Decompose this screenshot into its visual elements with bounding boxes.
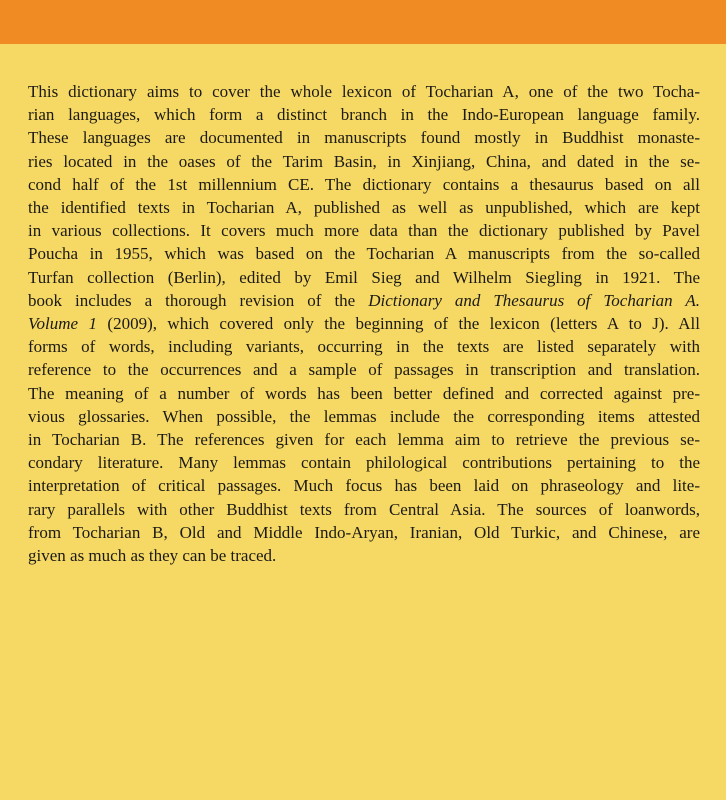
blurb-line: Turfan collection (Berlin), edited by Emil Sieg and Wilhelm Siegling in 1921. The: [28, 267, 700, 287]
blurb-line: given as much as they can be traced.: [28, 546, 277, 566]
blurb-line: cond half of the 1st millennium CE. The dictionary contains a thesaurus based on all: [28, 174, 700, 194]
blurb-line: rary parallels with other Buddhist texts from Central Asia. The sources of loanwords,: [28, 499, 700, 519]
blurb-text: book includes a thorough revision of the: [28, 290, 369, 310]
blurb-line: vious glossaries. When possible, the lemmas include the corresponding items attested: [28, 406, 700, 426]
blurb-line: These languages are documented in manuscripts found mostly in Buddhist monaste-: [28, 128, 700, 148]
back-cover-blurb: [28, 80, 700, 567]
blurb-line: rian languages, which form a distinct branch in the Indo-European language family.: [28, 105, 700, 125]
blurb-text: (2009), which covered only the beginning of the lexicon (letters A to J). All: [96, 314, 701, 334]
blurb-line: the identified texts in Tocharian A, published as well as unpublished, which are kept: [28, 198, 700, 218]
top-orange-band: [0, 0, 726, 44]
blurb-line: Poucha in 1955, which was based on the Tocharian A manuscripts from the so-called: [28, 244, 700, 264]
book-title-italic: Dictionary and Thesaurus of Tocharian A.: [368, 290, 700, 310]
blurb-line: condary literature. Many lemmas contain philological contributions pertaining to the: [28, 453, 700, 473]
blurb-line: ries located in the oases of the Tarim Basin, in Xinjiang, China, and dated in the se-: [28, 151, 700, 171]
blurb-line: [28, 312, 700, 335]
blurb-line: in Tocharian B. The references given for each lemma aim to retrieve the previous se-: [28, 430, 700, 450]
blurb-line: forms of words, including variants, occurring in the texts are listed separately with: [28, 337, 700, 357]
blurb-line: This dictionary aims to cover the whole lexicon of Tocharian A, one of the two Tocha-: [28, 82, 700, 101]
blurb-line: interpretation of critical passages. Much focus has been laid on phraseology and lite-: [28, 476, 700, 496]
blurb-line: The meaning of a number of words has been better defined and corrected against pre-: [28, 383, 700, 403]
blurb-line: [28, 289, 700, 312]
volume-italic: Volume 1: [28, 314, 97, 334]
blurb-line: from Tocharian B, Old and Middle Indo-Aryan, Iranian, Old Turkic, and Chinese, are: [28, 522, 700, 542]
blurb-line: in various collections. It covers much more data than the dictionary published by Pavel: [28, 221, 700, 241]
blurb-line: reference to the occurrences and a sample of passages in transcription and translation.: [28, 360, 700, 380]
